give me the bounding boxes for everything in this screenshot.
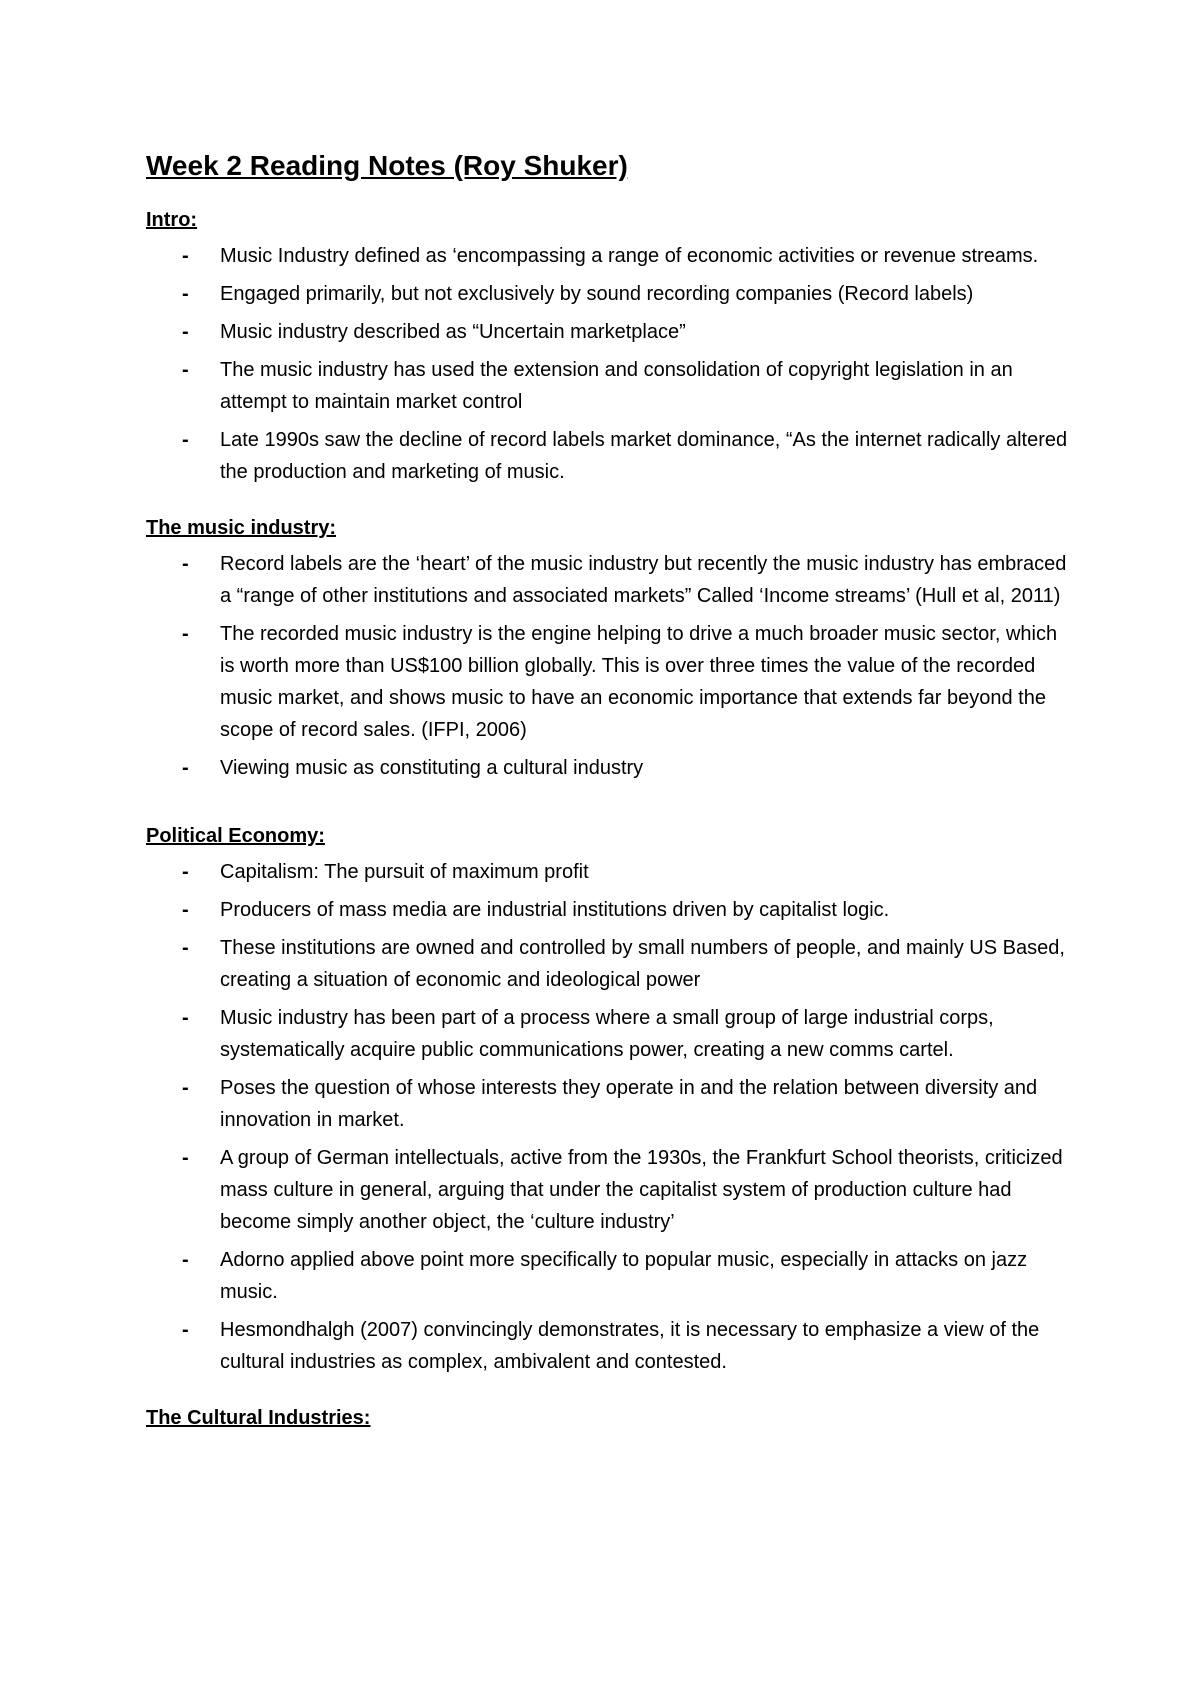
list-item xyxy=(146,618,1076,746)
spacer xyxy=(146,494,1076,514)
bullet-dash: - xyxy=(182,321,189,343)
list-item xyxy=(146,548,1076,612)
list-item xyxy=(146,1244,1076,1308)
section-intro xyxy=(146,206,1076,488)
list-item-text: Music Industry defined as ‘encompassing a range of economic activities or revenue streams. xyxy=(220,245,1039,267)
bullet-list xyxy=(146,856,1076,1378)
list-item xyxy=(146,278,1076,310)
section-music-industry xyxy=(146,514,1076,784)
bullet-dash: - xyxy=(182,429,189,451)
list-item-text: Producers of mass media are industrial institutions driven by capitalist logic. xyxy=(220,899,890,921)
list-item xyxy=(146,1314,1076,1378)
list-item xyxy=(146,894,1076,926)
list-item xyxy=(146,932,1076,996)
section-cultural-industries xyxy=(146,1404,1076,1432)
list-item-text: Capitalism: The pursuit of maximum profit xyxy=(220,861,589,883)
bullet-list xyxy=(146,548,1076,784)
list-item-text: Viewing music as constituting a cultural industry xyxy=(220,757,644,779)
list-item xyxy=(146,424,1076,488)
list-item xyxy=(146,1142,1076,1238)
bullet-dash: - xyxy=(182,1077,189,1099)
bullet-dash: - xyxy=(182,757,189,779)
bullet-dash: - xyxy=(182,553,189,575)
list-item-text: Adorno applied above point more specifically to popular music, especially in attacks on jazz music. xyxy=(220,1249,1028,1303)
list-item-text: Music industry described as “Uncertain marketplace” xyxy=(220,321,686,343)
bullet-dash: - xyxy=(182,1319,189,1341)
list-item-text: A group of German intellectuals, active from the 1930s, the Frankfurt School theorists, criticized mass culture in general, arguing that under the capitalist system of production culture had become simply another object, the ‘culture industry’ xyxy=(220,1147,1063,1233)
bullet-dash: - xyxy=(182,1007,189,1029)
bullet-dash: - xyxy=(182,861,189,883)
list-item xyxy=(146,856,1076,888)
bullet-dash: - xyxy=(182,283,189,305)
section-heading: The music industry: xyxy=(146,517,337,539)
list-item xyxy=(146,354,1076,418)
list-item xyxy=(146,1072,1076,1136)
bullet-list xyxy=(146,240,1076,488)
document-title: Week 2 Reading Notes (Roy Shuker) xyxy=(146,150,628,181)
list-item-text: The music industry has used the extension and consolidation of copyright legislation in an attempt to maintain market control xyxy=(220,359,1013,413)
list-item-text: Engaged primarily, but not exclusively by sound recording companies (Record labels) xyxy=(220,283,974,305)
bullet-dash: - xyxy=(182,359,189,381)
list-item xyxy=(146,752,1076,784)
section-heading: Intro: xyxy=(146,209,198,231)
list-item-text: Record labels are the ‘heart’ of the music industry but recently the music industry has embraced a “range of other institutions and associated markets” Called ‘Income streams’ (Hull et al, 2011) xyxy=(220,553,1067,607)
bullet-dash: - xyxy=(182,899,189,921)
list-item-text: The recorded music industry is the engine helping to drive a much broader music sector, which is worth more than US$100 billion globally. This is over three times the value of the recorded music market, and shows music to have an economic importance that extends far beyond the scope of record sales. (IFPI, 2006) xyxy=(220,623,1058,741)
list-item xyxy=(146,240,1076,272)
bullet-dash: - xyxy=(182,937,189,959)
list-item xyxy=(146,316,1076,348)
bullet-dash: - xyxy=(182,245,189,267)
bullet-dash: - xyxy=(182,1249,189,1271)
section-heading: The Cultural Industries: xyxy=(146,1407,371,1429)
list-item-text: Music industry has been part of a process where a small group of large industrial corps, systematically acquire public communications power, creating a new comms cartel. xyxy=(220,1007,994,1061)
section-heading: Political Economy: xyxy=(146,825,325,847)
list-item-text: Late 1990s saw the decline of record labels market dominance, “As the internet radically altered the production and marketing of music. xyxy=(220,429,1068,483)
list-item xyxy=(146,1002,1076,1066)
list-item-text: These institutions are owned and controlled by small numbers of people, and mainly US Based, creating a situation of economic and ideological power xyxy=(220,937,1065,991)
bullet-dash: - xyxy=(182,1147,189,1169)
bullet-dash: - xyxy=(182,623,189,645)
section-political-economy xyxy=(146,822,1076,1378)
spacer xyxy=(146,790,1076,822)
list-item-text: Hesmondhalgh (2007) convincingly demonstrates, it is necessary to emphasize a view of the cultural industries as complex, ambivalent and contested. xyxy=(220,1319,1040,1373)
document-content xyxy=(146,148,1076,1438)
spacer xyxy=(146,1384,1076,1404)
list-item-text: Poses the question of whose interests they operate in and the relation between diversity and innovation in market. xyxy=(220,1077,1038,1131)
